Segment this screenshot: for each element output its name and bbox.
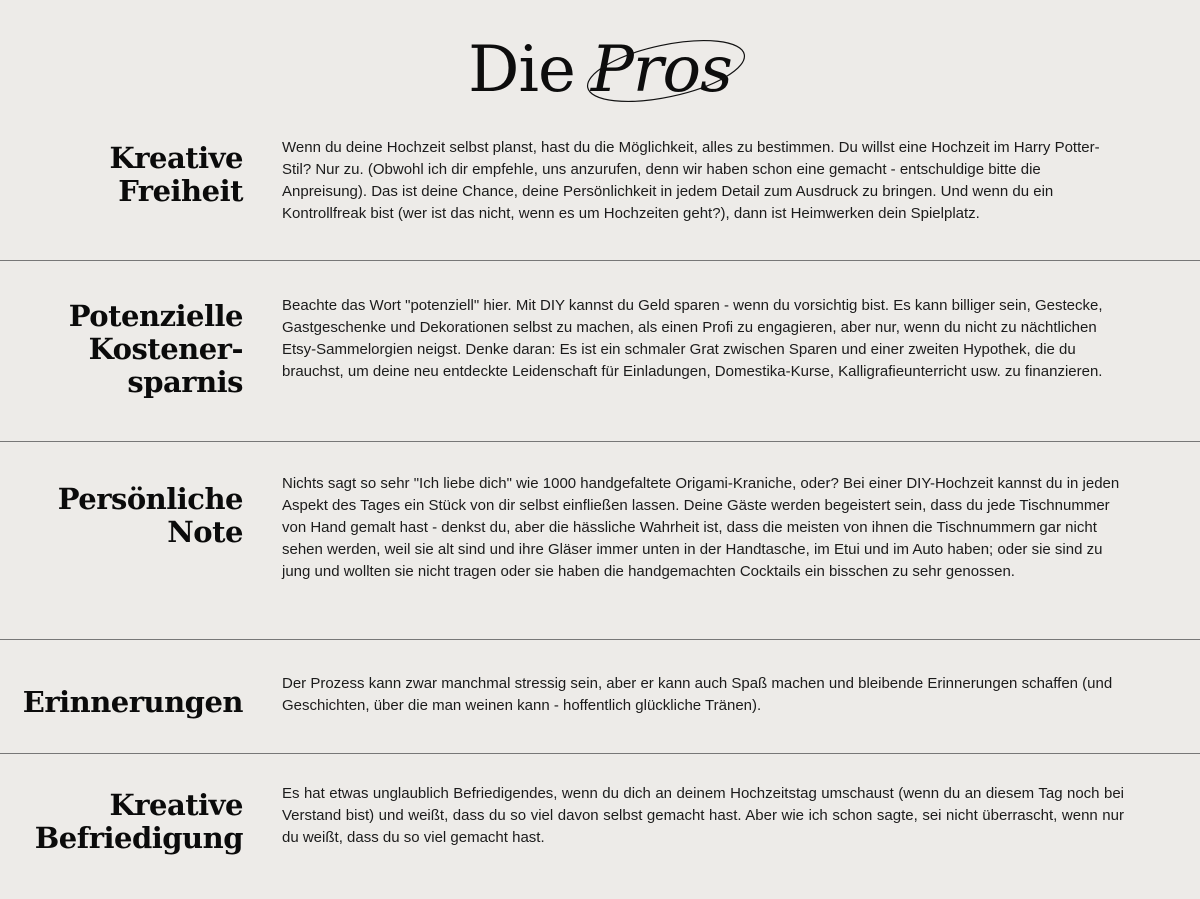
section-divider	[0, 260, 1200, 261]
section-text-persoenliche-note: Nichts sagt so sehr "Ich liebe dich" wie 1000 handgefaltete Origami-Kraniche, oder? Bei einer DIY-Hochzeit kannst du in jeden Aspekt des Tages ein Stück von dir selbst einfließen lassen. Deine Gäste werden begeistert sein, dass du jede Tischnummer von Hand gemalt hast - denkst du, aber die hässliche Wahrheit ist, dass die meisten von ihnen die Tischnummern gar nicht sehen werden, weil sie alt sind und ihre Gläser immer unten in der Handtasche, im Etui und im Auto haben; oder sie sind zu jung und wollten sie nicht tragen oder sie haben die handgemachten Cocktails ein bisschen zu sehr genossen.	[282, 475, 1120, 580]
section-text-erinnerungen: Der Prozess kann zwar manchmal stressig sein, aber er kann auch Spaß machen und bleibende Erinnerungen schaffen (und Geschichten, über die man weinen kann - hoffentlich glückliche Tränen).	[282, 675, 1113, 714]
title-accent-wrap	[591, 30, 732, 110]
section-text-kreative-befriedigung: Es hat etwas unglaublich Befriedigendes, wenn du dich an deinem Hochzeitstag umschaust (wenn du an diesem Tag noch bei Verstand bist) und weißt, dass du so viel davon selbst gemacht hast. Aber wie ich schon sagte, sei nicht überrascht, wenn nur du weißt, dass du so viel gemacht hast.	[282, 785, 1124, 846]
section-title-persoenliche-note: Persönliche Note	[57, 482, 243, 549]
section-title-kreative-freiheit: Kreative Freiheit	[109, 141, 243, 208]
section-divider	[0, 753, 1200, 754]
section-divider	[0, 639, 1200, 640]
section-text-kostenersparnis: Beachte das Wort "potenziell" hier. Mit DIY kannst du Geld sparen - wenn du vorsichtig bist. Es kann billiger sein, Gestecke, Gastgeschenke und Dekorationen selbst zu machen, als einen Profi zu engagieren, aber nur, wenn du nicht zu nächtlichen Etsy-Sammelorgien neigst. Denke daran: Es ist ein schmaler Grat zwischen Sparen und einer zweiten Hypothek, die du brauchst, um deine neu entdeckte Leidenschaft für Einladungen, Domestika-Kurse, Kalligrafieunterricht usw. zu finanzieren.	[282, 297, 1103, 380]
title-plain: Die	[468, 33, 575, 107]
title-accent: Pros	[590, 33, 732, 107]
section-text-kreative-freiheit: Wenn du deine Hochzeit selbst planst, hast du die Möglichkeit, alles zu bestimmen. Du willst eine Hochzeit im Harry Potter-Stil? Nur zu. (Obwohl ich dir empfehle, uns anzurufen, denn wir haben schon eine gemacht - entschuldige bitte die Anpreisung). Das ist deine Chance, deine Persönlichkeit in jedem Detail zum Ausdruck zu bringen. Und wenn du ein Kontrollfreak bist (wer ist das nicht, wenn es um Hochzeiten geht?), dann ist Heimwerken dein Spielplatz.	[282, 139, 1100, 222]
page-title	[0, 30, 1200, 110]
section-title-kostenersparnis: Potenzielle Kostener- sparnis	[68, 299, 243, 399]
section-title-kreative-befriedigung: Kreative Befriedigung	[34, 788, 243, 855]
section-title-erinnerungen: Erinnerungen	[22, 685, 243, 719]
section-divider	[0, 441, 1200, 442]
